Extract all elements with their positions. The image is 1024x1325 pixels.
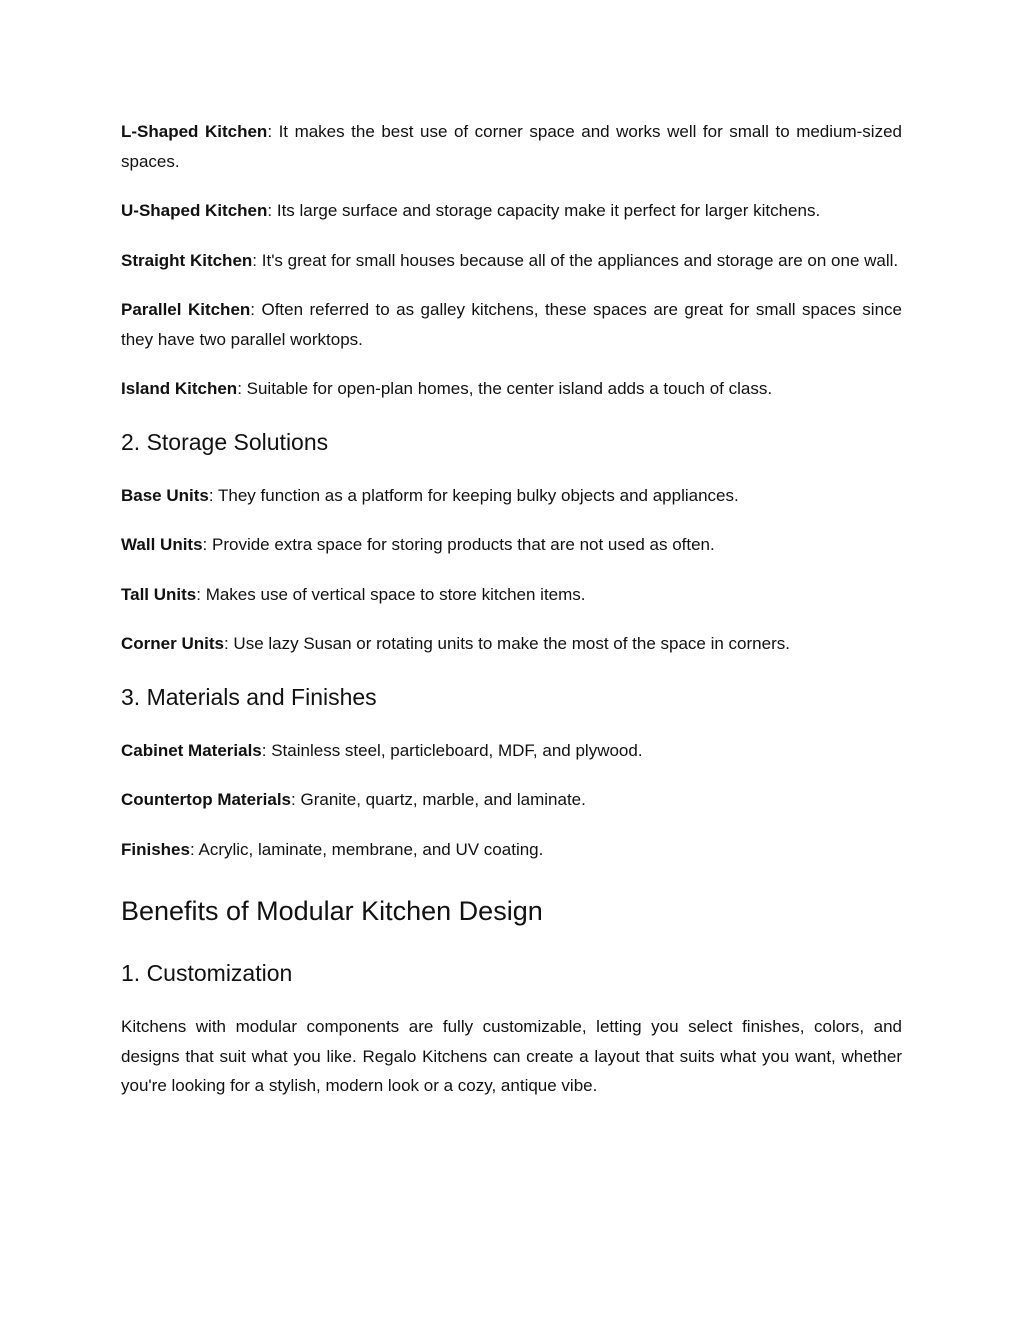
term-description: : Often referred to as galley kitchens, these spaces are great for small spaces since they have two parallel worktops.	[121, 300, 902, 349]
section-heading-materials: 3. Materials and Finishes	[121, 683, 377, 710]
term-description: : Suitable for open-plan homes, the center island adds a touch of class.	[237, 379, 773, 398]
term-description: : It makes the best use of corner space and works well for small to medium-sized spaces.	[121, 122, 902, 171]
layout-parallel	[121, 295, 902, 354]
term-label: Island Kitchen	[121, 379, 238, 398]
term-label: L-Shaped Kitchen	[121, 122, 268, 141]
term-label: Straight Kitchen	[121, 250, 253, 270]
term-description: : Stainless steel, particleboard, MDF, and plywood.	[261, 740, 643, 760]
term-label: Wall Units	[121, 535, 203, 554]
term-description: : It's great for small houses because all of the appliances and storage are on one wall.	[252, 250, 899, 270]
materials-cabinet	[121, 736, 902, 766]
term-description: : Makes use of vertical space to store kitchen items.	[196, 584, 586, 604]
storage-corner-units	[121, 629, 902, 659]
term-description: : They function as a platform for keeping bulky objects and appliances.	[208, 485, 739, 505]
document-page	[121, 117, 902, 1121]
storage-wall-units	[121, 530, 902, 560]
layout-straight	[121, 246, 902, 276]
subsection-heading-customization: 1. Customization	[121, 960, 293, 986]
section-heading-storage: 2. Storage Solutions	[121, 428, 329, 455]
storage-base-units	[121, 481, 902, 511]
term-description: : Its large surface and storage capacity make it perfect for larger kitchens.	[267, 201, 821, 220]
term-label: Finishes	[121, 839, 190, 859]
layout-u-shaped	[121, 196, 902, 226]
customization-paragraph: Kitchens with modular components are fully customizable, letting you select finishes, colors, and designs that suit what you like. Regalo Kitchens can create a layout that suits what you want, whether you're looking for a stylish, modern look or a cozy, antique vibe.	[121, 1017, 902, 1095]
term-label: Parallel Kitchen	[121, 300, 251, 319]
term-description: : Provide extra space for storing products that are not used as often.	[202, 535, 715, 554]
term-description: : Granite, quartz, marble, and laminate.	[291, 790, 586, 809]
section-heading-benefits: Benefits of Modular Kitchen Design	[121, 896, 543, 926]
term-label: Tall Units	[121, 584, 197, 604]
materials-finishes	[121, 835, 902, 865]
term-label: U-Shaped Kitchen	[121, 201, 268, 220]
term-label: Base Units	[121, 485, 209, 505]
term-label: Corner Units	[121, 634, 224, 653]
layout-l-shaped	[121, 117, 902, 176]
storage-tall-units	[121, 580, 902, 610]
term-description: : Acrylic, laminate, membrane, and UV coating.	[189, 839, 544, 859]
materials-countertop	[121, 785, 902, 815]
term-label: Cabinet Materials	[121, 740, 262, 760]
term-label: Countertop Materials	[121, 790, 292, 809]
term-description: : Use lazy Susan or rotating units to make the most of the space in corners.	[223, 634, 790, 653]
layout-island	[121, 374, 902, 404]
